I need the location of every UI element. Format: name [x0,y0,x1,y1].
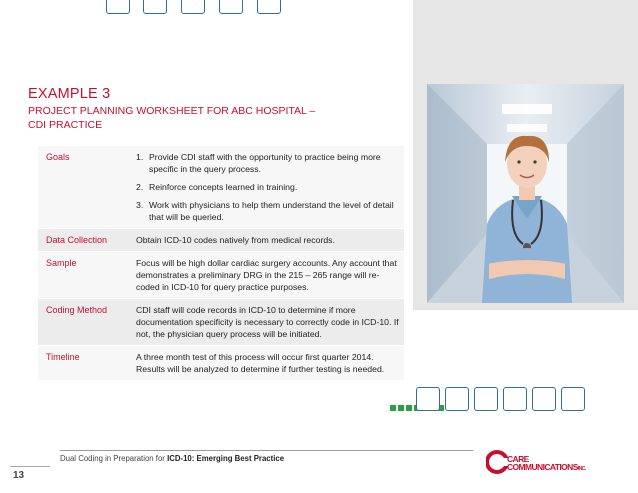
goal-item [136,199,400,223]
goal-item [136,151,400,175]
table-row [38,229,404,252]
row-text: Focus will be high dollar cardiac surgery accounts. Any account that demonstrates a preliminary DRG in the 215 – 265 range will re-coded in ICD-10 for query practice purposes. [128,252,404,299]
goal-text: Provide CDI staff with the opportunity to practice being more specific in the query process. [149,152,381,174]
goal-text: Work with physicians to help them understand the level of detail that will be queried. [149,200,394,222]
decor-square [143,0,167,14]
row-label: Data Collection [38,229,128,252]
table-row [38,346,404,381]
row-label: Sample [38,252,128,299]
decor-square [561,387,585,411]
decor-dot [398,405,404,411]
decor-dot [390,405,396,411]
goal-number: 3. [136,200,144,210]
logo-suffix: INC. [577,466,586,472]
footer-title: ICD-10: Emerging Best Practice [167,454,285,463]
goals-list [128,146,404,229]
row-label: Timeline [38,346,128,381]
decor-dot [406,405,412,411]
logo-line: CARE [507,454,529,464]
decor-square [445,387,469,411]
table-row [38,299,404,346]
decor-square [503,387,527,411]
decor-square [474,387,498,411]
row-label: Coding Method [38,299,128,346]
page-number: 13 [13,470,25,481]
logo-text [507,455,585,473]
page-rule [10,466,50,467]
row-text: CDI staff will code records in ICD-10 to determine if more documentation specificity is necessary to correctly code in ICD-10. If not, the physician query process will be initiated. [128,299,404,346]
row-text: A three month test of this process will occur first quarter 2014. Results will be analyzed to determine if further testing is needed. [128,346,404,381]
goal-number: 1. [136,152,144,162]
row-label: Goals [38,146,128,229]
subtitle-line: PROJECT PLANNING WORKSHEET FOR ABC HOSPITAL – [28,105,316,117]
table-row [38,252,404,299]
decor-square [532,387,556,411]
example-subtitle [28,104,358,132]
decor-square [257,0,281,14]
goal-text: Reinforce concepts learned in training. [149,182,298,192]
goal-item [136,181,400,193]
footer-prefix: Dual Coding in Preparation for [60,454,168,463]
footer-rule [60,450,473,451]
decor-square [181,0,205,14]
table-row-goals [38,146,404,229]
goal-number: 2. [136,182,144,192]
nurse-photo [427,84,624,303]
decor-square [219,0,243,14]
decor-square [416,387,440,411]
example-title: EXAMPLE 3 [28,86,111,102]
row-text: Obtain ICD-10 codes natively from medical records. [128,229,404,252]
logo-word: COMMUNICATIONS [507,462,578,472]
decor-square [106,0,130,14]
subtitle-line: CDI PRACTICE [28,119,103,131]
logo-line [507,463,585,473]
worksheet-table [38,146,404,381]
footer-text [60,454,284,463]
